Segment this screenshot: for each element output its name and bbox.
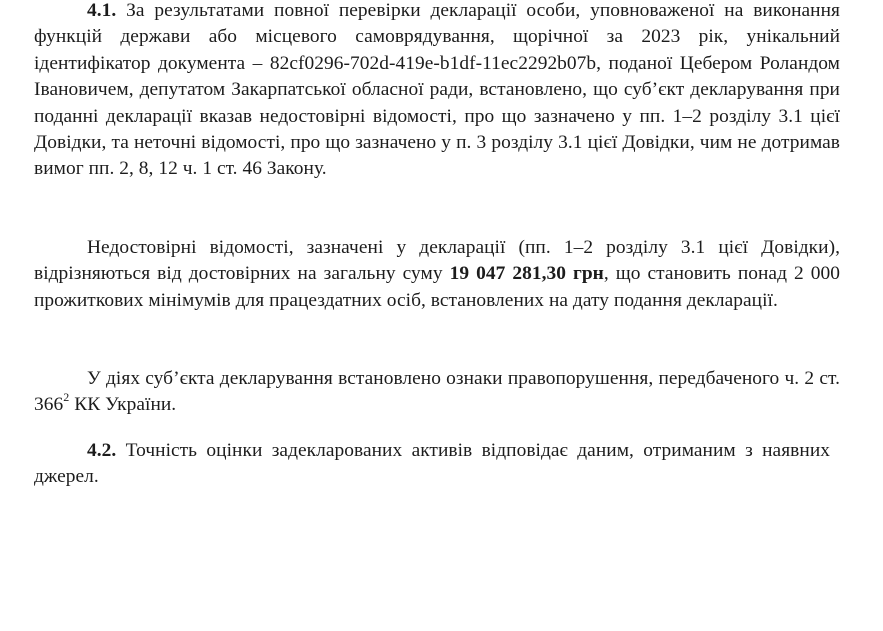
section-4-2-text: Точність оцінки задекларованих активів відповідає даним, отриманим з наявних джерел. <box>34 440 830 488</box>
section-4-1-number: 4.1. <box>87 0 117 21</box>
offense-paragraph <box>34 366 840 419</box>
offense-text-before: У діях суб’єкта декларування встановлено ознаки правопорушення, передбаченого ч. 2 ст. 366 <box>34 368 840 416</box>
section-4-1-paragraph <box>34 0 840 183</box>
amount-text-before: Недостовірні відомості, зазначені у декларації (пп. 1–2 розділу 3.1 цієї Довідки), відрізняються від достовірних на загальну суму <box>34 237 840 285</box>
section-4-2-paragraph <box>34 438 830 491</box>
section-4-1-text: За результатами повної перевірки декларації особи, уповноваженої на виконання функцій держави або місцевого самоврядування, щорічної за 2023 рік, унікальний ідентифікатор документа – 82cf0296-702d-419e-b1df-11ec2292b07b, поданої Цебером Роландом Івановичем, депутатом Закарпатської обласної ради, встановлено, що суб’єкт декларування при поданні декларації вказав недостовірні відомості, про що зазначено у пп. 1–2 розділу 3.1 цієї Довідки, та неточні відомості, про що зазначено у п. 3 розділу 3.1 цієї Довідки, чим не дотримав вимог пп. 2, 8, 12 ч. 1 ст. 46 Закону. <box>34 0 840 180</box>
amount-text-after: , що становить понад 2 000 прожиткових мінімумів для працездатних осіб, встановлених на дату подання декларації. <box>34 263 840 311</box>
article-superscript: 2 <box>63 389 70 404</box>
offense-text-after: КК України. <box>69 394 177 416</box>
amount-paragraph <box>34 235 840 314</box>
amount-value: 19 047 281,30 грн <box>449 263 604 285</box>
section-4-2-number: 4.2. <box>87 440 117 461</box>
